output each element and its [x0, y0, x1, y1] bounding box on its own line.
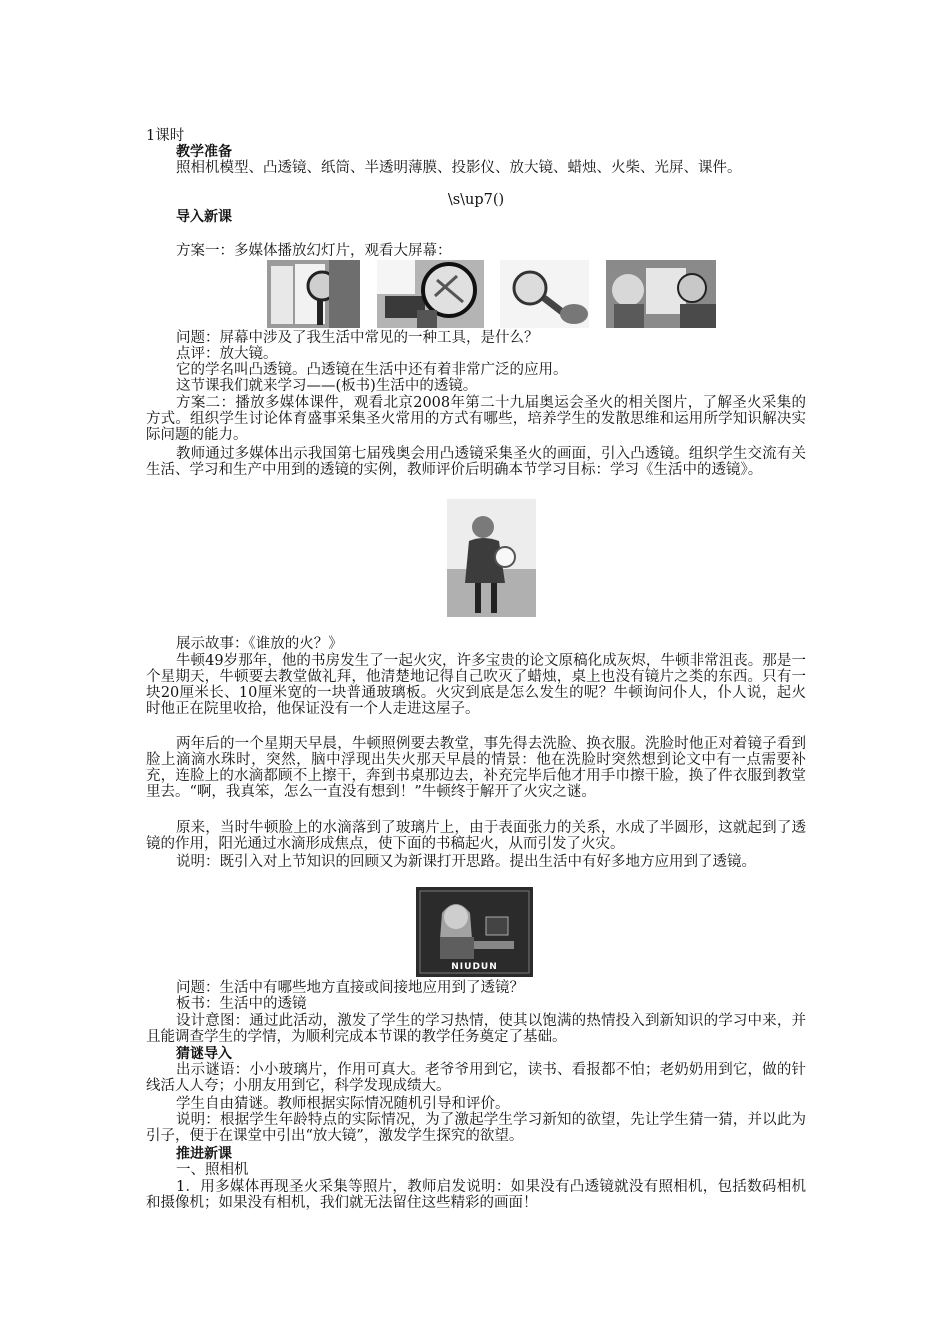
riddle-guess: 学生自由猜谜。教师根据实际情况随机引导和评价。 — [176, 1096, 510, 1112]
magnifier-photo-3 — [500, 260, 589, 328]
riddle-explanation: 说明：根据学生年龄特点的实际情况，为了激起学生学习新知的欲望，先让学生猜一猜，并以此为引子，便于在课堂中引出“放大镜”，激发学生探究的欲望。 — [146, 1112, 806, 1144]
question-1: 问题：屏幕中涉及了我生活中常见的一种工具，是什么？ — [176, 330, 539, 346]
plan1-text: 方案一：多媒体播放幻灯片，观看大屏幕： — [176, 243, 452, 259]
torch-lighting-photo — [447, 499, 536, 617]
design-intent: 设计意图：通过此活动，激发了学生的学习热情，使其以饱满的热情投入到新知识的学习中来，并且能调查学生的学情，为顺利完成本节课的教学任务奠定了基础。 — [146, 1013, 806, 1045]
riddle-heading: 猜谜导入 — [176, 1046, 232, 1062]
question-where-lens: 问题：生活中有哪些地方直接或间接地应用到了透镜？ — [176, 980, 524, 996]
paragraph-lens-name: 它的学名叫凸透镜。凸透镜在生活中还有着非常广泛的应用。 — [176, 362, 568, 378]
camera-item-1: 1．用多媒体再现圣火采集等照片，教师启发说明：如果没有凸透镜就没有照相机，包括数码相机和摄像机；如果没有相机，我们就无法留住这些精彩的画面！ — [146, 1179, 806, 1211]
formula-code: \s\up7() — [447, 192, 505, 208]
magnifier-photo-1 — [267, 260, 360, 328]
magnifier-photo-4 — [606, 260, 716, 328]
newton-image-caption: NIUDUN — [451, 962, 498, 972]
story-paragraph-4: 说明：既引入对上节知识的回顾又为新课打开思路。提出生活中有好多地方应用到了透镜。 — [176, 854, 756, 870]
comment-1: 点评：放大镜。 — [176, 346, 278, 362]
paragraph-paralympic: 教师通过多媒体出示我国第七届残奥会用凸透镜采集圣火的画面，引入凸透镜。组织学生交流有关生活、学习和生产中用到的透镜的实例，教师评价后明确本节学习目标：学习《生活中的透镜》。 — [146, 446, 806, 478]
story-title: 展示故事：《谁放的火？》 — [176, 636, 343, 652]
plan2-text: 方案二：播放多媒体课件，观看北京2008年第二十九届奥运会圣火的相关图片，了解圣火采集的方式。组织学生讨论体育盛事采集圣火常用的方式有哪些，培养学生的发散思维和运用所学知识解决实际问题的能力。 — [146, 395, 806, 443]
magnifier-photo-2 — [377, 260, 484, 328]
prep-heading: 教学准备 — [176, 144, 232, 160]
newton-portrait-image — [416, 887, 533, 977]
new-lesson-heading: 推进新课 — [176, 1146, 232, 1162]
story-paragraph-3: 原来，当时牛顿脸上的水滴落到了玻璃片上，由于表面张力的关系，水成了半圆形，这就起到了透镜的作用，阳光通过水滴形成焦点，使下面的书稿起火，从而引发了火灾。 — [146, 820, 806, 852]
story-paragraph-2: 两年后的一个星期天早晨，牛顿照例要去教堂，事先得去洗脸、换衣服。洗脸时他正对着镜子看到脸上滴滴水珠时，突然，脑中浮现出失火那天早晨的情景：他在洗脸时突然想到论文中有一点需要补充，连脸上的水滴都顾不上擦干，奔到书桌那边去，补充完毕后他才用手巾擦干脸，换了件衣服到教堂里去。“啊，我真笨，怎么一直没有想到！”牛顿终于解开了火灾之谜。 — [146, 736, 806, 800]
riddle-text: 出示谜语：小小玻璃片，作用可真大。老爷爷用到它，读书、看报都不怕；老奶奶用到它，做的针线活人人夸；小朋友用到它，科学发现成绩大。 — [146, 1062, 806, 1094]
board-note: 板书：生活中的透镜 — [176, 996, 307, 1012]
lesson-hours: 1课时 — [146, 128, 185, 144]
section-camera: 一、照相机 — [176, 1162, 249, 1178]
paragraph-this-lesson: 这节课我们就来学习——(板书)生活中的透镜。 — [176, 378, 478, 394]
intro-heading: 导入新课 — [176, 209, 232, 225]
prep-text: 照相机模型、凸透镜、纸筒、半透明薄膜、投影仪、放大镜、蜡烛、火柴、光屏、课件。 — [176, 160, 742, 176]
story-paragraph-1: 牛顿49岁那年，他的书房发生了一起火灾，许多宝贵的论文原稿化成灰烬，牛顿非常沮丧。那是一个星期天，牛顿要去教堂做礼拜，他清楚地记得自己吹灭了蜡烛，桌上也没有镜片之类的东西。只有一块20厘米长、10厘米宽的一块普通玻璃板。火灾到底是怎么发生的呢？牛顿询问仆人，仆人说，起火时他正在院里收拾，他保证没有一个人走进这屋子。 — [146, 653, 806, 717]
